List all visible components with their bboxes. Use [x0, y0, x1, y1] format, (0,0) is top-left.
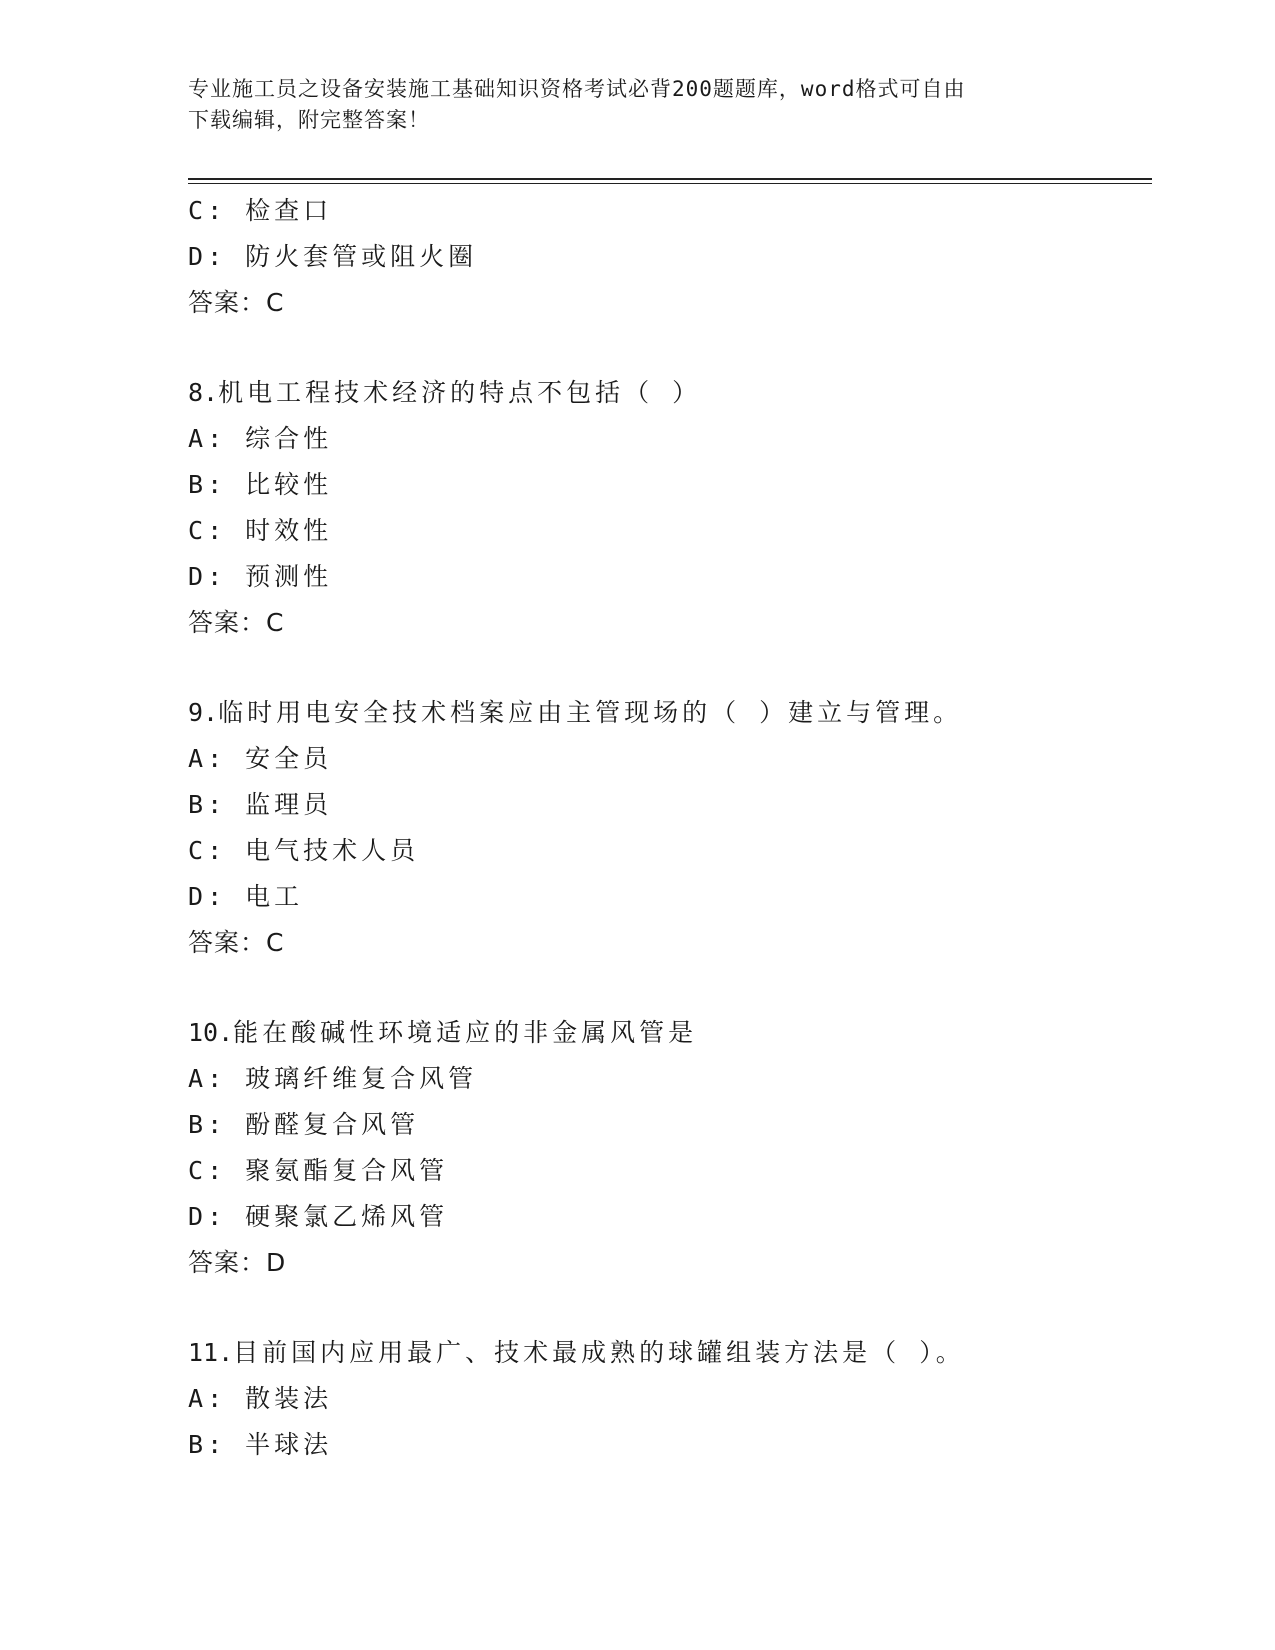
answer-line: 答案：D — [188, 1248, 287, 1277]
question-8 — [188, 370, 1152, 646]
option-line: A: 散装法 — [188, 1384, 333, 1413]
option-line: D: 防火套管或阻火圈 — [188, 242, 478, 271]
question-stem: 11.目前国内应用最广、技术最成熟的球罐组装方法是（ ）。 — [188, 1338, 965, 1367]
answer-line: 答案：C — [188, 288, 285, 317]
option-line: D: 电工 — [188, 882, 304, 911]
option-line: A: 安全员 — [188, 744, 333, 773]
option-line: A: 玻璃纤维复合风管 — [188, 1064, 478, 1093]
option-line: C: 聚氨酯复合风管 — [188, 1156, 449, 1185]
option-line: C: 时效性 — [188, 516, 333, 545]
answer-line: 答案：C — [188, 608, 285, 637]
question-11 — [188, 1330, 1152, 1468]
header-divider — [188, 178, 1152, 184]
question-stem: 10.能在酸碱性环境适应的非金属风管是 — [188, 1018, 698, 1047]
question-partial — [188, 188, 1152, 326]
header-line-1: 专业施工员之设备安装施工基础知识资格考试必背200题题库，word格式可自由 — [188, 77, 966, 101]
document-header — [188, 74, 1088, 136]
question-9 — [188, 690, 1152, 966]
option-line: B: 监理员 — [188, 790, 333, 819]
option-line: B: 酚醛复合风管 — [188, 1110, 420, 1139]
option-line: D: 预测性 — [188, 562, 333, 591]
header-line-2: 下载编辑，附完整答案！ — [188, 108, 430, 132]
option-line: C: 检查口 — [188, 196, 333, 225]
question-stem: 9.临时用电安全技术档案应由主管现场的（ ）建立与管理。 — [188, 698, 963, 727]
question-10 — [188, 1010, 1152, 1286]
option-line: D: 硬聚氯乙烯风管 — [188, 1202, 449, 1231]
answer-line: 答案：C — [188, 928, 285, 957]
question-list — [188, 188, 1152, 1468]
option-line: C: 电气技术人员 — [188, 836, 420, 865]
option-line: B: 半球法 — [188, 1430, 333, 1459]
option-line: B: 比较性 — [188, 470, 333, 499]
question-stem: 8.机电工程技术经济的特点不包括（ ） — [188, 378, 702, 407]
option-line: A: 综合性 — [188, 424, 333, 453]
